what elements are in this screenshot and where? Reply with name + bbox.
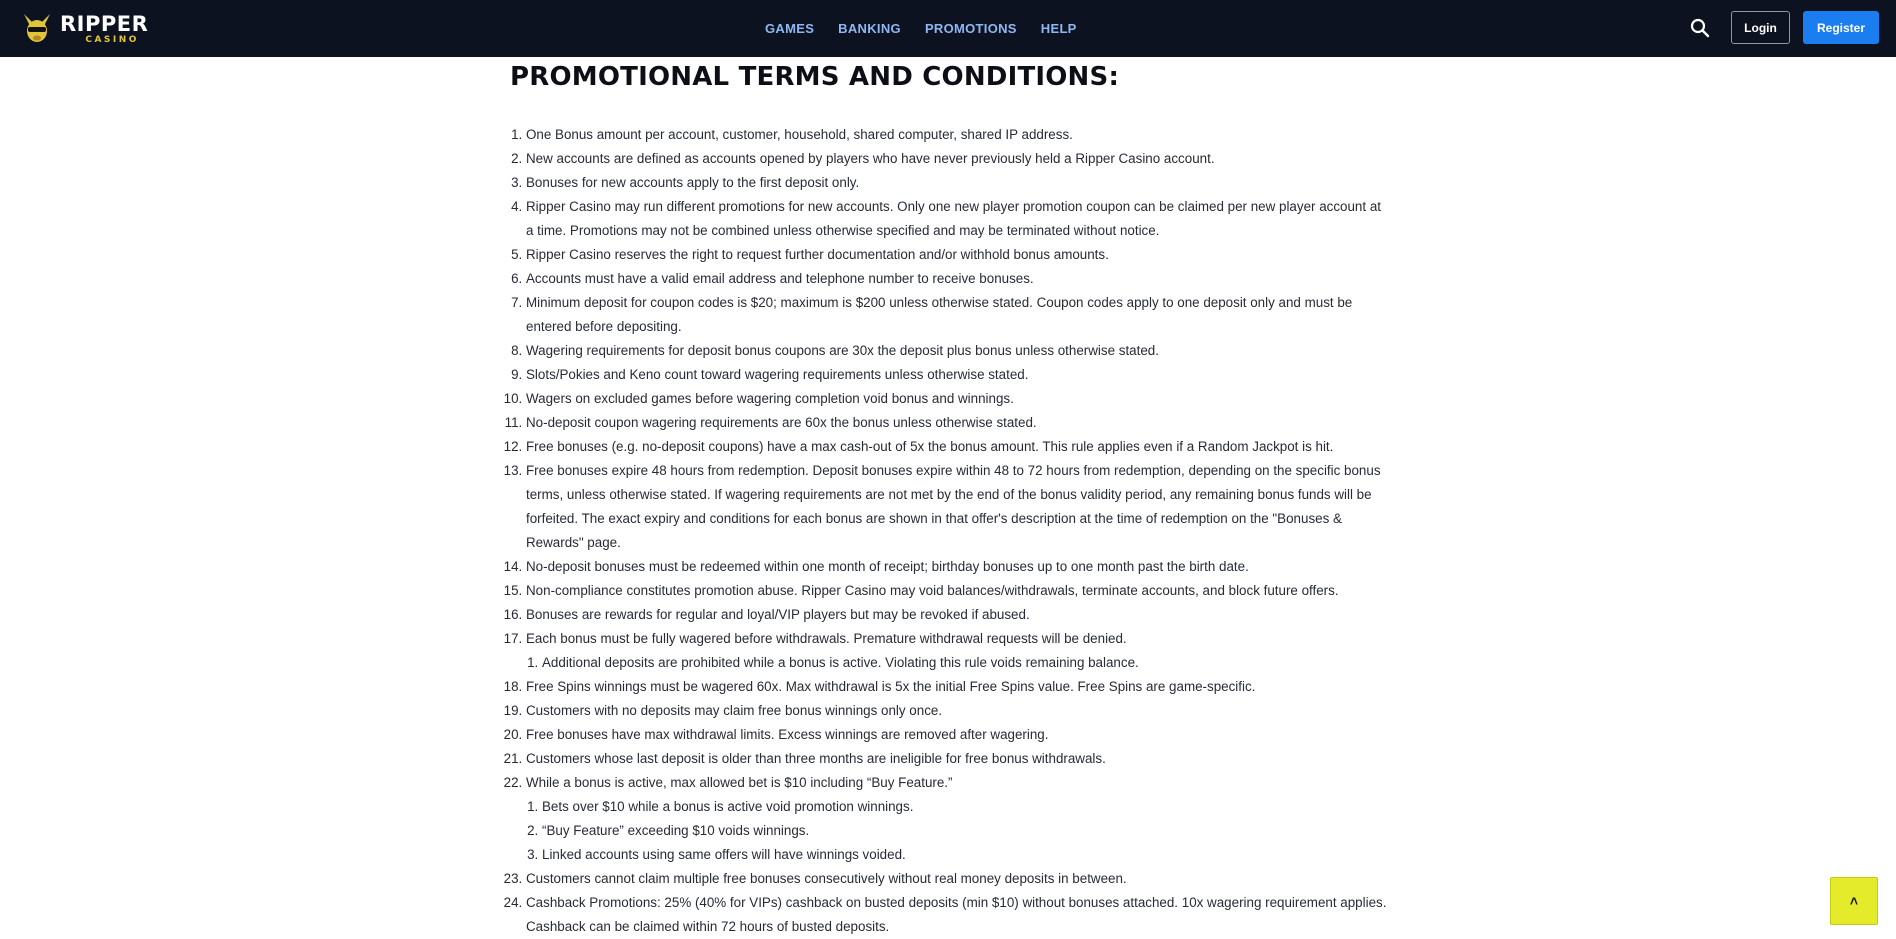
term-text: Free bonuses expire 48 hours from redemption. Deposit bonuses expire within 48 to 72 hours from redemption, depending on the specific bonus terms, unless otherwise stated. If wagering requirements are not met by the end of the bonus validity period, any remaining bonus funds will be forfeited. The exact expiry and conditions for each bonus are shown in that offer's description at the time of redemption on the "Bonuses & Rewards" page. (526, 463, 1381, 550)
term-text: Bonuses for new accounts apply to the first deposit only. (526, 175, 860, 190)
term-item (526, 627, 1392, 675)
term-item (526, 867, 1392, 891)
term-item (526, 363, 1392, 387)
term-text: No-deposit bonuses must be redeemed within one month of receipt; birthday bonuses up to one month past the birth date. (526, 559, 1249, 574)
term-text: Minimum deposit for coupon codes is $20; maximum is $200 unless otherwise stated. Coupon codes apply to one deposit only and must be entered before depositing. (526, 295, 1353, 334)
chevron-up-icon: ˄ (1849, 893, 1859, 909)
term-item (526, 243, 1392, 267)
term-item (526, 339, 1392, 363)
term-text: One Bonus amount per account, customer, household, shared computer, shared IP address. (526, 127, 1073, 142)
term-item (526, 603, 1392, 627)
term-item (526, 147, 1392, 171)
sub-terms-list (526, 651, 1392, 675)
term-item (526, 123, 1392, 147)
terms-list (510, 123, 1392, 939)
term-text: Slots/Pokies and Keno count toward wagering requirements unless otherwise stated. (526, 367, 1029, 382)
sub-term-item: 3. Linked accounts using same offers will have winnings voided. (542, 843, 1392, 867)
term-item (526, 747, 1392, 771)
sub-term-item: 1. Bets over $10 while a bonus is active void promotion winnings. (542, 795, 1392, 819)
kangaroo-logo-icon (20, 12, 54, 46)
term-item (526, 579, 1392, 603)
term-item (526, 435, 1392, 459)
logo-subtitle: CASINO (85, 34, 139, 45)
term-item (526, 291, 1392, 339)
sub-term-item: 1. Additional deposits are prohibited while a bonus is active. Violating this rule voids remaining balance. (542, 651, 1392, 675)
term-text: While a bonus is active, max allowed bet is $10 including “Buy Feature.” (526, 775, 953, 790)
sub-terms-list (526, 795, 1392, 867)
nav-help[interactable]: HELP (1040, 21, 1077, 36)
term-item (526, 387, 1392, 411)
term-text: Wagering requirements for deposit bonus coupons are 30x the deposit plus bonus unless otherwise stated. (526, 343, 1159, 358)
term-item (526, 171, 1392, 195)
register-button[interactable]: Register (1803, 11, 1879, 44)
term-text: Each bonus must be fully wagered before withdrawals. Premature withdrawal requests will be denied. (526, 631, 1127, 646)
sub-term-item: 2. “Buy Feature” exceeding $10 voids winnings. (542, 819, 1392, 843)
term-text: New accounts are defined as accounts opened by players who have never previously held a Ripper Casino account. (526, 151, 1215, 166)
term-item (526, 195, 1392, 243)
term-text: No-deposit coupon wagering requirements are 60x the bonus unless otherwise stated. (526, 415, 1037, 430)
term-text: Customers whose last deposit is older than three months are ineligible for free bonus withdrawals. (526, 751, 1106, 766)
term-item (526, 675, 1392, 699)
term-text: Ripper Casino may run different promotions for new accounts. Only one new player promotion coupon can be claimed per new player account at a time. Promotions may not be combined unless otherwise specified and may be terminated without notice. (526, 199, 1381, 238)
nav-games[interactable]: GAMES (765, 21, 815, 36)
main-nav (765, 0, 1101, 57)
page-title: PROMOTIONAL TERMS AND CONDITIONS: (510, 62, 1120, 92)
term-text: Free bonuses (e.g. no-deposit coupons) have a max cash-out of 5x the bonus amount. This rule applies even if a Random Jackpot is hit. (526, 439, 1334, 454)
nav-promotions[interactable]: PROMOTIONS (924, 21, 1017, 36)
top-navbar (0, 0, 1896, 57)
term-text: Free Spins winnings must be wagered 60x. Max withdrawal is 5x the initial Free Spins value. Free Spins are game-specific. (526, 679, 1256, 694)
term-item (526, 459, 1392, 555)
login-button[interactable]: Login (1731, 11, 1790, 44)
search-icon[interactable] (1690, 18, 1710, 38)
term-text: Free bonuses have max withdrawal limits. Excess winnings are removed after wagering. (526, 727, 1049, 742)
term-text: Ripper Casino reserves the right to request further documentation and/or withhold bonus amounts. (526, 247, 1109, 262)
term-item (526, 891, 1392, 939)
term-text: Accounts must have a valid email address and telephone number to receive bonuses. (526, 271, 1034, 286)
term-text: Non-compliance constitutes promotion abuse. Ripper Casino may void balances/withdrawals, terminate accounts, and block future offers. (526, 583, 1339, 598)
term-text: Customers with no deposits may claim free bonus winnings only once. (526, 703, 943, 718)
logo-wordmark: RIPPER (60, 11, 149, 36)
term-item (526, 723, 1392, 747)
term-text: Bonuses are rewards for regular and loyal/VIP players but may be revoked if abused. (526, 607, 1030, 622)
term-text: Wagers on excluded games before wagering completion void bonus and winnings. (526, 391, 1014, 406)
nav-banking[interactable]: BANKING (838, 21, 901, 36)
term-text: Cashback Promotions: 25% (40% for VIPs) cashback on busted deposits (min $10) without bonuses attached. 10x wagering requirement applies. Cashback can be claimed within 72 hours of busted deposits. (526, 895, 1387, 934)
scroll-to-top-button[interactable] (1830, 877, 1878, 925)
ripper-casino-logo[interactable] (20, 9, 148, 49)
term-item (526, 771, 1392, 867)
term-item (526, 411, 1392, 435)
term-text: Customers cannot claim multiple free bonuses consecutively without real money deposits in between. (526, 871, 1127, 886)
term-item (526, 267, 1392, 291)
term-item (526, 699, 1392, 723)
term-item (526, 555, 1392, 579)
